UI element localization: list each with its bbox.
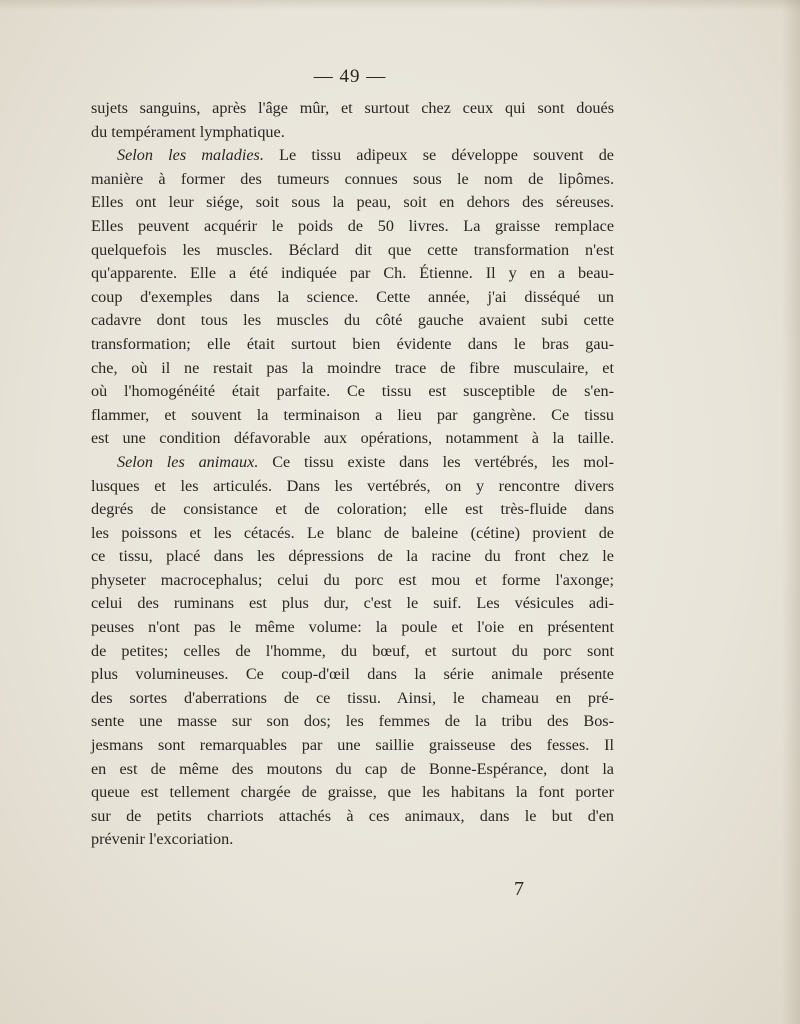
line-text: prévenir l'excoriation. xyxy=(91,830,234,849)
text-line xyxy=(91,475,614,499)
text-line xyxy=(91,569,614,593)
text-line xyxy=(91,640,614,664)
text-line xyxy=(91,215,614,239)
text-line xyxy=(91,97,614,121)
text-line xyxy=(91,451,614,475)
text-line xyxy=(91,427,614,451)
line-text: queue est tellement chargée de graisse, que les habitans la font porter xyxy=(91,783,614,802)
page-right-shadow xyxy=(782,0,800,1024)
text-line xyxy=(91,663,614,687)
text-line xyxy=(91,734,614,758)
text-line xyxy=(91,286,614,310)
line-text: sur de petits charriots attachés à ces animaux, dans le but d'en xyxy=(91,806,614,825)
line-text: sente une masse sur son dos; les femmes de la tribu des Bos- xyxy=(91,712,614,731)
line-text: ce tissu, placé dans les dépressions de la racine du front chez le xyxy=(91,547,614,566)
line-text: cadavre dont tous les muscles du côté gauche avaient subi cette xyxy=(91,311,614,330)
line-text: de petites; celles de l'homme, du bœuf, et surtout du porc sont xyxy=(91,641,614,660)
line-text: degrés de consistance et de coloration; elle est très-fluide dans xyxy=(91,500,614,519)
line-text: Ce tissu existe dans les vertébrés, les mol- xyxy=(258,452,614,471)
text-line xyxy=(91,262,614,286)
line-text: flammer, et souvent la terminaison a lieu par gangrène. Ce tissu xyxy=(91,405,614,424)
line-text: qu'apparente. Elle a été indiquée par Ch. Étienne. Il y en a beau- xyxy=(91,264,614,283)
text-line xyxy=(91,545,614,569)
line-text: celui des ruminans est plus dur, c'est le suif. Les vésicules adi- xyxy=(91,594,614,613)
text-line xyxy=(91,357,614,381)
signature-mark: 7 xyxy=(514,878,524,900)
text-line xyxy=(91,758,614,782)
text-line xyxy=(91,781,614,805)
line-text: peuses n'ont pas le même volume: la poule et l'oie en présentent xyxy=(91,618,614,637)
line-text: transformation; elle était surtout bien évidente dans le bras gau- xyxy=(91,334,614,353)
line-text: les poissons et les cétacés. Le blanc de baleine (cétine) provient de xyxy=(91,523,614,542)
section-heading-italic: Selon les maladies. xyxy=(117,146,264,165)
line-text: Le tissu adipeux se développe souvent de xyxy=(263,146,614,165)
text-line xyxy=(91,592,614,616)
text-line xyxy=(91,828,614,852)
text-line xyxy=(91,144,614,168)
line-text: Elles ont leur siége, soit sous la peau, soit en dehors des séreuses. xyxy=(91,193,614,212)
line-text: plus volumineuses. Ce coup-d'œil dans la série animale présente xyxy=(91,665,614,684)
line-text: lusques et les articulés. Dans les vertébrés, on y rencontre divers xyxy=(91,476,614,495)
text-line xyxy=(91,309,614,333)
section-heading-italic: Selon les animaux. xyxy=(117,452,259,471)
text-line xyxy=(91,522,614,546)
line-text: en est de même des moutons du cap de Bonne-Espérance, dont la xyxy=(91,759,614,778)
line-text: Elles peuvent acquérir le poids de 50 livres. La graisse remplace xyxy=(91,216,614,235)
line-text: où l'homogénéité était parfaite. Ce tissu est susceptible de s'en- xyxy=(91,382,614,401)
line-text: manière à former des tumeurs connues sous le nom de lipômes. xyxy=(91,169,614,188)
text-line xyxy=(91,498,614,522)
line-text: des sortes d'aberrations de ce tissu. Ainsi, le chameau en pré- xyxy=(91,688,614,707)
text-line xyxy=(91,380,614,404)
text-line xyxy=(91,710,614,734)
text-line xyxy=(91,239,614,263)
line-text: quelquefois les muscles. Béclard dit que cette transformation n'est xyxy=(91,240,614,259)
text-line xyxy=(91,191,614,215)
page-top-shadow xyxy=(0,0,800,10)
text-line xyxy=(91,121,614,145)
line-text: du tempérament lymphatique. xyxy=(91,122,285,141)
line-text: coup d'exemples dans la science. Cette année, j'ai disséqué un xyxy=(91,287,614,306)
page-number: — 49 — xyxy=(313,66,387,87)
line-text: sujets sanguins, après l'âge mûr, et surtout chez ceux qui sont doués xyxy=(91,99,614,117)
text-line xyxy=(91,168,614,192)
text-line xyxy=(91,616,614,640)
line-text: est une condition défavorable aux opérations, notamment à la taille. xyxy=(91,429,614,448)
text-line xyxy=(91,404,614,428)
line-text: jesmans sont remarquables par une saillie graisseuse des fesses. Il xyxy=(91,736,614,755)
line-text: physeter macrocephalus; celui du porc est mou et forme l'axonge; xyxy=(91,570,614,589)
text-line xyxy=(91,687,614,711)
text-line xyxy=(91,333,614,357)
line-text: che, où il ne restait pas la moindre trace de fibre musculaire, et xyxy=(91,358,614,377)
body-text xyxy=(91,97,614,852)
text-line xyxy=(91,805,614,829)
